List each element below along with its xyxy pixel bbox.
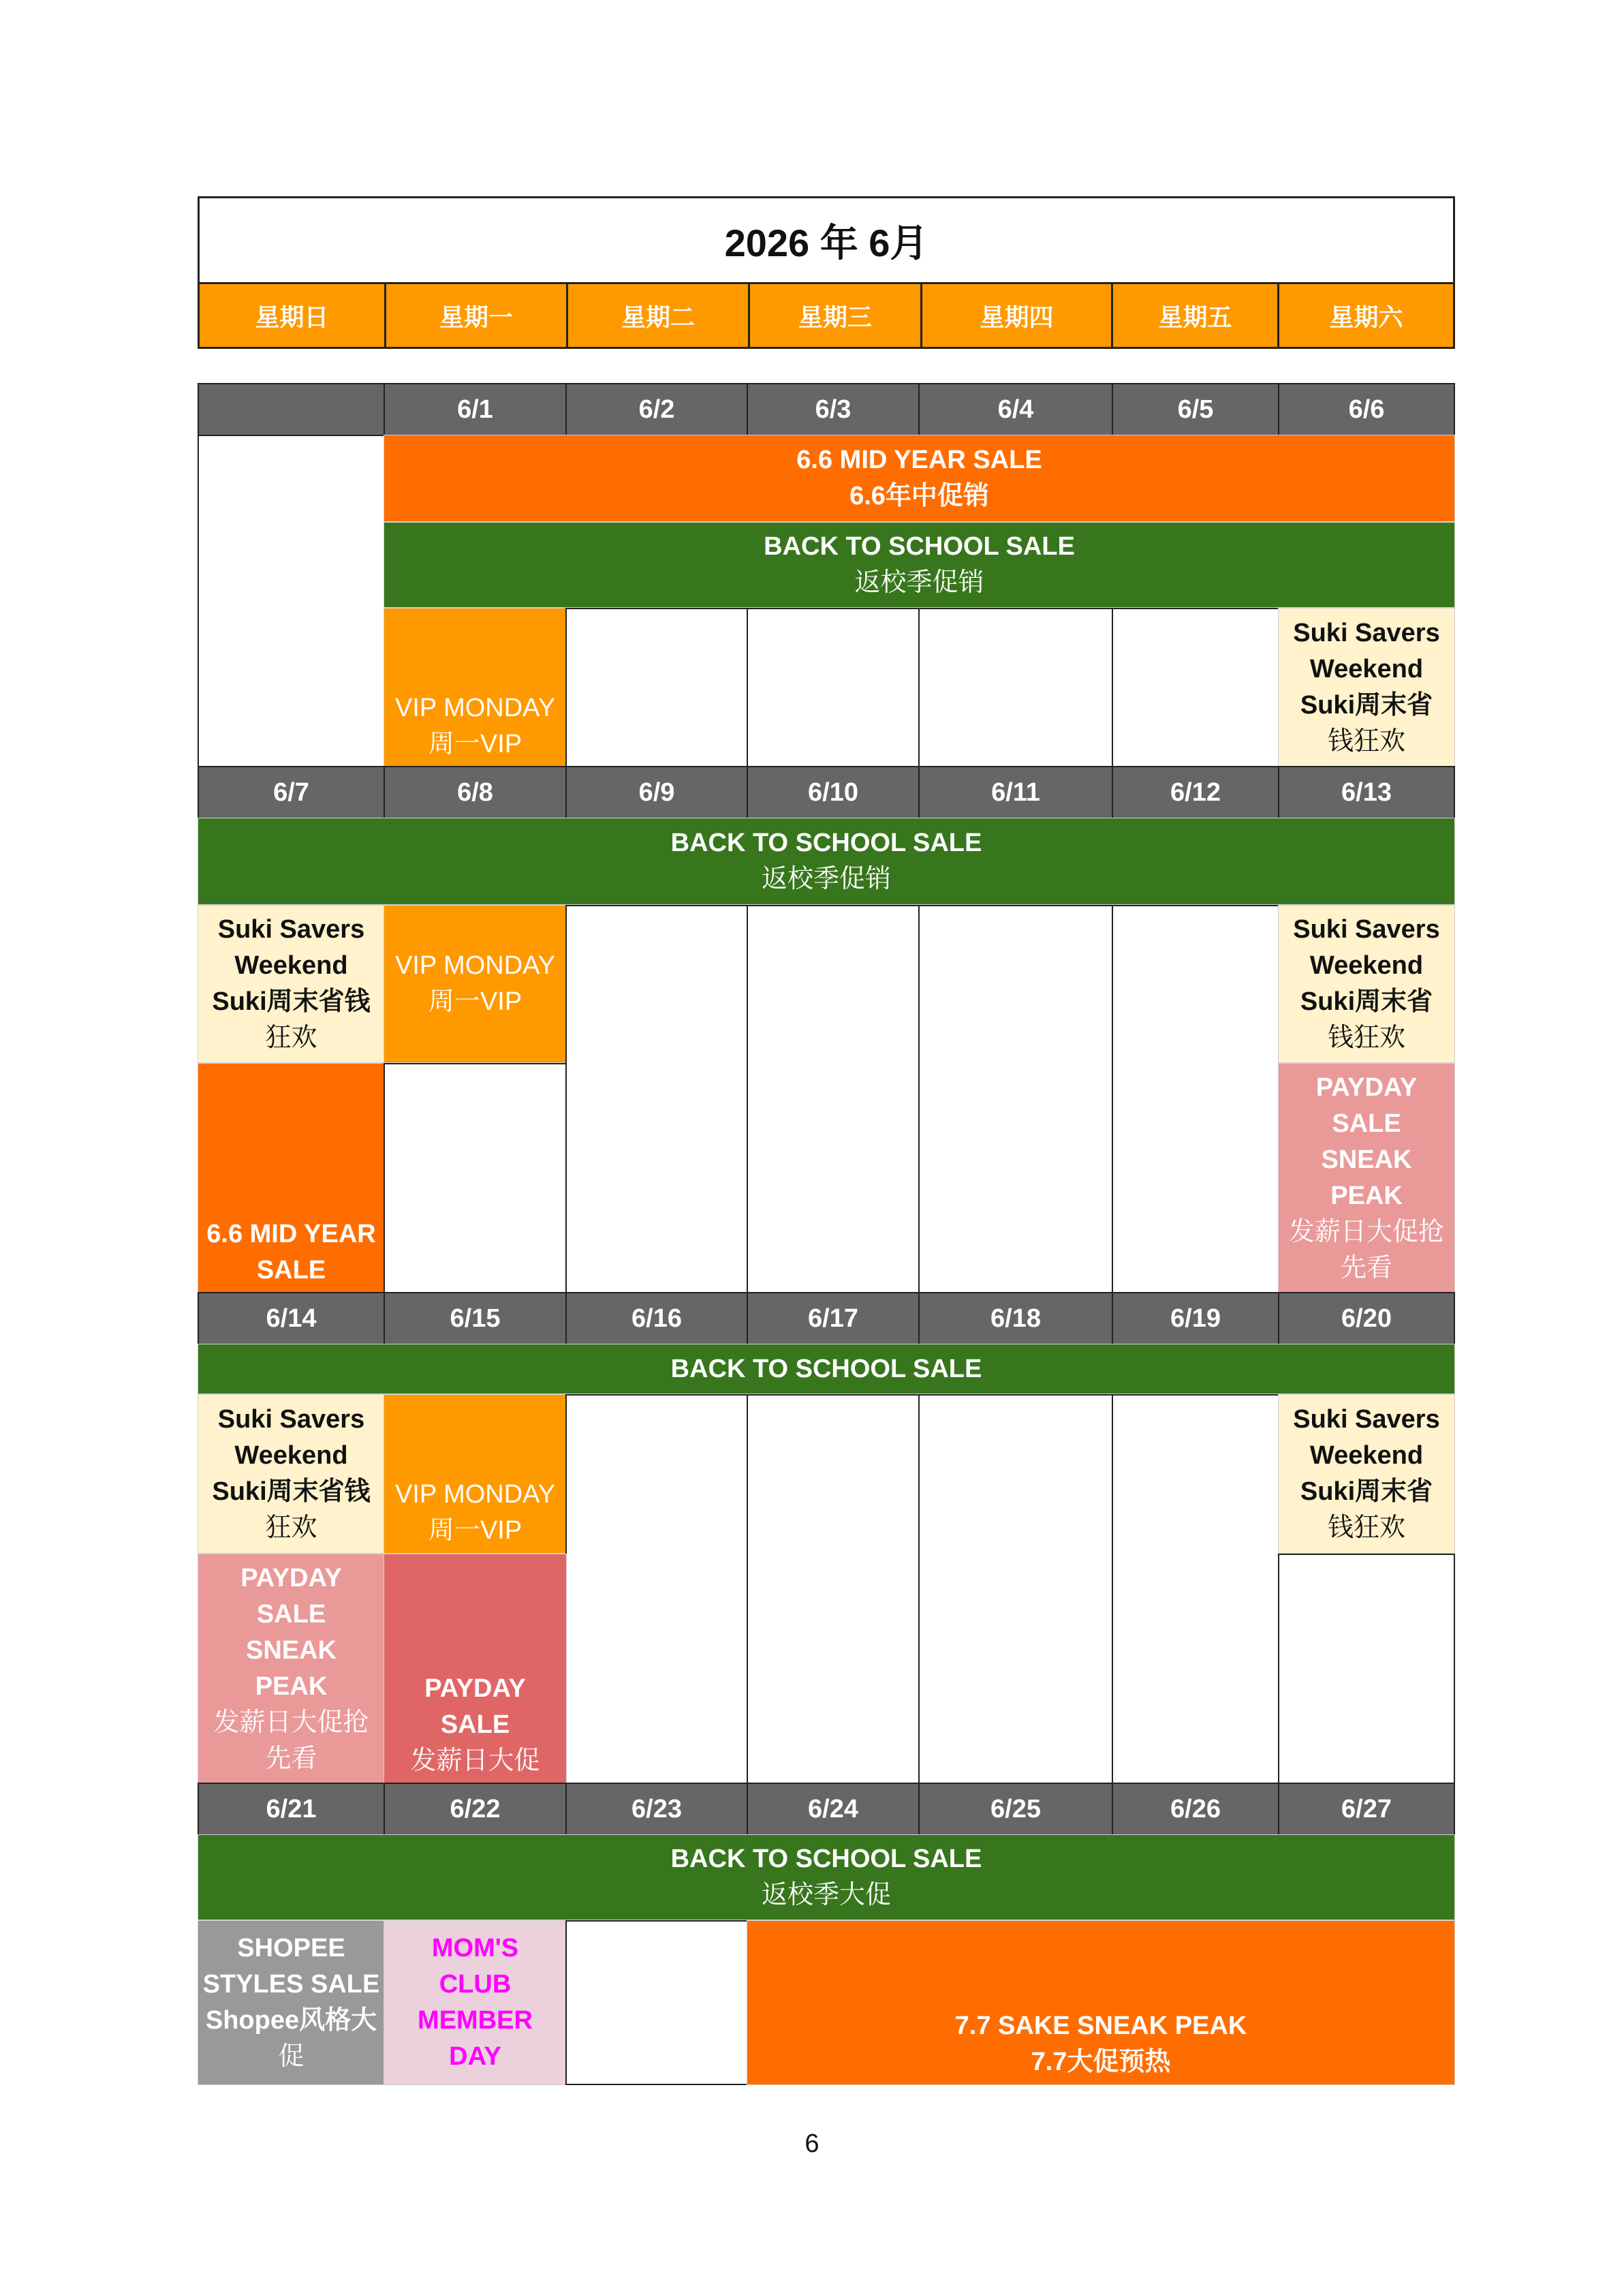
day-cell-empty: [747, 905, 920, 1293]
date-cell: 6/17: [747, 1292, 920, 1345]
date-cell: 6/23: [565, 1783, 748, 1836]
weekday-sunday: 星期日: [198, 282, 386, 349]
date-cell: 6/18: [918, 1292, 1113, 1345]
event-suki-savers[interactable]: [1278, 1394, 1455, 1554]
event-vip-monday[interactable]: [384, 608, 567, 767]
event-title: Suki Savers: [1293, 619, 1440, 647]
event-title: Weekend: [234, 1441, 348, 1470]
event-title: SHOPEE: [237, 1934, 345, 1962]
event-77-sake-sneak-peak[interactable]: [747, 1920, 1455, 2085]
day-cell-empty: [918, 905, 1113, 1293]
date-cell: 6/24: [747, 1783, 920, 1836]
day-cell-empty: [1112, 1394, 1279, 1784]
day-cell-empty: [747, 608, 920, 767]
weekday-thursday: 星期四: [920, 282, 1113, 349]
event-title: Suki Savers: [1293, 915, 1440, 944]
event-payday-sale[interactable]: [384, 1554, 567, 1784]
event-subtitle: Suki周末省钱: [212, 987, 371, 1016]
event-title: Weekend: [234, 951, 348, 980]
event-title: 7.7 SAKE SNEAK PEAK: [954, 2012, 1247, 2040]
event-back-to-school[interactable]: [198, 1834, 1455, 1920]
event-title: SALE: [440, 1710, 510, 1739]
event-title: PEAK: [255, 1672, 328, 1701]
event-suki-savers[interactable]: [198, 1394, 385, 1554]
event-subtitle: 狂欢: [265, 1513, 317, 1542]
day-cell-empty: [1278, 1554, 1455, 1784]
day-cell-empty: [198, 435, 385, 767]
event-subtitle: 钱狂欢: [1327, 1023, 1405, 1052]
event-subtitle: 周一VIP: [428, 730, 522, 758]
event-subtitle: 先看: [1340, 1254, 1392, 1282]
event-title: PAYDAY: [424, 1674, 526, 1703]
date-cell: 6/1: [384, 383, 567, 436]
weekday-friday: 星期五: [1111, 282, 1279, 349]
event-title: SALE: [256, 1256, 326, 1284]
date-cell: 6/15: [384, 1292, 567, 1345]
date-cell: 6/25: [918, 1783, 1113, 1836]
event-title: MOM'S: [431, 1934, 519, 1962]
date-cell: 6/9: [565, 766, 748, 819]
day-cell-empty: [747, 1394, 920, 1784]
date-empty: [198, 383, 385, 436]
event-subtitle: 返校季促销: [761, 865, 891, 893]
event-title: Suki Savers: [217, 1405, 365, 1434]
event-title: MEMBER: [418, 2006, 533, 2035]
event-title: VIP MONDAY: [394, 1480, 556, 1509]
event-subtitle: 周一VIP: [428, 987, 522, 1016]
date-cell: 6/5: [1112, 383, 1279, 436]
page-number: 6: [805, 2129, 819, 2158]
day-cell-empty: [565, 608, 748, 767]
event-title: 6.6 MID YEAR SALE: [796, 446, 1042, 474]
event-subtitle: 促: [278, 2042, 304, 2071]
event-back-to-school[interactable]: [198, 1344, 1455, 1394]
event-subtitle: 发薪日大促: [410, 1746, 540, 1775]
calendar-title: 2026 年 6月: [198, 196, 1455, 285]
event-subtitle: Suki周末省: [1300, 1477, 1433, 1506]
event-subtitle: Suki周末省钱: [212, 1477, 371, 1506]
event-title: Suki Savers: [1293, 1405, 1440, 1434]
event-subtitle: 返校季促销: [854, 568, 984, 597]
date-cell: 6/11: [918, 766, 1113, 819]
event-title: 6.6 MID YEAR: [206, 1220, 376, 1248]
event-vip-monday[interactable]: [384, 905, 567, 1063]
event-subtitle: Suki周末省: [1300, 987, 1433, 1016]
date-cell: 6/19: [1112, 1292, 1279, 1345]
event-payday-sneak-peak[interactable]: [198, 1554, 385, 1784]
date-cell: 6/21: [198, 1783, 385, 1836]
event-title: PAYDAY: [1315, 1073, 1418, 1102]
event-payday-sneak-peak[interactable]: [1278, 1063, 1455, 1293]
event-title: VIP MONDAY: [394, 694, 556, 722]
event-title: Weekend: [1309, 655, 1424, 683]
weekday-wednesday: 星期三: [748, 282, 922, 349]
event-subtitle: 先看: [265, 1744, 317, 1773]
day-cell-empty: [918, 1394, 1113, 1784]
date-cell: 6/20: [1278, 1292, 1455, 1345]
date-cell: 6/12: [1112, 766, 1279, 819]
event-mid-year-sale[interactable]: [384, 435, 1455, 522]
event-suki-savers[interactable]: [198, 905, 385, 1063]
event-mid-year-sale[interactable]: [198, 1063, 385, 1293]
event-subtitle: 钱狂欢: [1327, 1513, 1405, 1542]
event-subtitle: 周一VIP: [428, 1516, 522, 1545]
event-title: Weekend: [1309, 1441, 1424, 1470]
date-cell: 6/16: [565, 1292, 748, 1345]
date-cell: 6/14: [198, 1292, 385, 1345]
date-cell: 6/6: [1278, 383, 1455, 436]
date-cell: 6/27: [1278, 1783, 1455, 1836]
event-subtitle: 发薪日大促抢: [213, 1708, 369, 1737]
event-back-to-school[interactable]: [198, 818, 1455, 905]
event-title: PEAK: [1330, 1182, 1403, 1210]
event-subtitle: 钱狂欢: [1327, 727, 1405, 756]
event-back-to-school[interactable]: [384, 522, 1455, 608]
event-title: PAYDAY: [240, 1564, 342, 1592]
date-cell: 6/13: [1278, 766, 1455, 819]
event-title: CLUB: [439, 1970, 512, 1999]
date-cell: 6/2: [565, 383, 748, 436]
event-title: Weekend: [1309, 951, 1424, 980]
event-title: BACK TO SCHOOL SALE: [670, 1354, 982, 1383]
event-subtitle: Shopee风格大: [205, 2006, 377, 2035]
event-suki-savers[interactable]: [1278, 608, 1455, 767]
event-moms-club-member-day[interactable]: [384, 1920, 567, 2085]
date-cell: 6/10: [747, 766, 920, 819]
event-title: BACK TO SCHOOL SALE: [764, 532, 1075, 561]
event-title: VIP MONDAY: [394, 951, 556, 980]
date-cell: 6/7: [198, 766, 385, 819]
day-cell-empty: [565, 1394, 748, 1784]
event-title: DAY: [449, 2042, 501, 2071]
event-title: SALE: [256, 1600, 326, 1629]
event-subtitle: 7.7大促预热: [1031, 2048, 1171, 2076]
event-shopee-styles-sale[interactable]: [198, 1920, 385, 2085]
event-title: SALE: [1332, 1109, 1401, 1138]
date-cell: 6/4: [918, 383, 1113, 436]
day-cell-empty: [384, 1063, 567, 1293]
event-title: Suki Savers: [217, 915, 365, 944]
date-cell: 6/26: [1112, 1783, 1279, 1836]
date-cell: 6/8: [384, 766, 567, 819]
event-title: STYLES SALE: [202, 1970, 380, 1999]
event-vip-monday[interactable]: [384, 1394, 567, 1554]
day-cell-empty: [918, 608, 1113, 767]
event-title: SNEAK: [245, 1636, 337, 1665]
event-subtitle: 6.6年中促销: [849, 482, 989, 510]
event-title: BACK TO SCHOOL SALE: [670, 1845, 982, 1873]
date-cell: 6/22: [384, 1783, 567, 1836]
event-subtitle: 狂欢: [265, 1023, 317, 1052]
weekday-saturday: 星期六: [1277, 282, 1455, 349]
date-cell: 6/3: [747, 383, 920, 436]
event-subtitle: Suki周末省: [1300, 691, 1433, 720]
day-cell-empty: [1112, 608, 1279, 767]
day-cell-empty: [1112, 905, 1279, 1293]
event-title: BACK TO SCHOOL SALE: [670, 829, 982, 857]
weekday-tuesday: 星期二: [566, 282, 750, 349]
event-subtitle: 发薪日大促抢: [1288, 1218, 1444, 1246]
event-suki-savers[interactable]: [1278, 905, 1455, 1063]
event-title: SNEAK: [1321, 1145, 1412, 1174]
day-cell-empty: [565, 1920, 748, 2085]
event-subtitle: 返校季大促: [761, 1881, 891, 1909]
day-cell-empty: [565, 905, 748, 1293]
weekday-monday: 星期一: [384, 282, 568, 349]
